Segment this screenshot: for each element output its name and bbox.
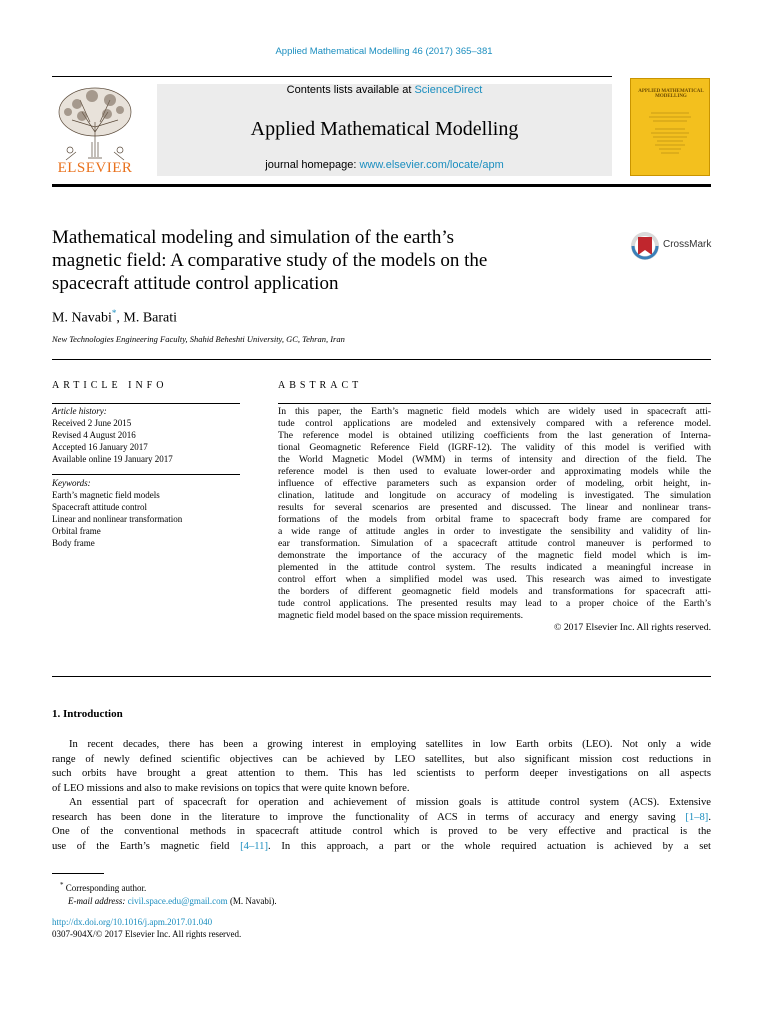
abstract-line: influence of effective parameters such as expansion order of modeling, orbit height, in- bbox=[278, 478, 711, 489]
intro-line: such orbits have brought a great attention to them. This has led scientists to perform deeper investigations on all aspects bbox=[52, 768, 711, 779]
affiliation: New Technologies Engineering Faculty, Shahid Beheshti University, GC, Tehran, Iran bbox=[52, 334, 345, 344]
abstract-line: magnetic field model based on the space mission requirements. bbox=[278, 610, 524, 621]
history-item: Received 2 June 2015 bbox=[52, 418, 132, 428]
authors bbox=[52, 308, 177, 327]
affiliation-rule bbox=[52, 359, 711, 360]
sciencedirect-link[interactable]: ScienceDirect bbox=[414, 84, 483, 96]
elsevier-tree-icon bbox=[52, 82, 138, 162]
intro-line: An essential part of spacecraft for operation and achievement of mission goals is attitude control system (ACS). Extensive bbox=[69, 797, 711, 808]
title-line: Mathematical modeling and simulation of the earth’s bbox=[52, 227, 455, 248]
intro-line bbox=[52, 840, 711, 855]
citation-link-4-11[interactable]: [4–11] bbox=[240, 840, 269, 852]
keyword-item: Earth’s magnetic field models bbox=[52, 490, 160, 500]
cover-text-lines-icon bbox=[631, 109, 709, 169]
intro-line: One of the conventional methods in spacecraft attitude control which is proved to be very effective and practical is the bbox=[52, 826, 711, 837]
abstract-line: tude control applications. The presented results may lead to a proper choice of the Earth’s bbox=[278, 598, 711, 609]
abstract-line: In this paper, the Earth’s magnetic field models which are widely used in spacecraft atti- bbox=[278, 406, 711, 417]
journal-citation[interactable]: Applied Mathematical Modelling 46 (2017) 365–381 bbox=[275, 46, 493, 57]
footnote-mark: * bbox=[60, 881, 64, 889]
email-owner: (M. Navabi). bbox=[227, 895, 277, 906]
abstract-line: plemented in the attitude control system. The results indicated a meaningful increase in bbox=[278, 562, 711, 573]
homepage-prefix: journal homepage: bbox=[265, 159, 360, 171]
abstract-line: clination, latitude and longitude on accuracy of modeling is investigated. The simulation bbox=[278, 490, 711, 501]
keywords bbox=[52, 477, 240, 549]
crossmark-button[interactable] bbox=[630, 231, 714, 261]
footnote-email bbox=[52, 895, 277, 908]
header-bottom-rule bbox=[52, 184, 711, 187]
contents-prefix: Contents lists available at bbox=[286, 84, 415, 96]
keyword-item: Body frame bbox=[52, 538, 95, 548]
history-item: Available online 19 January 2017 bbox=[52, 454, 173, 464]
abstract-line: demonstrate the importance of the accuracy of the magnetic field model which is im- bbox=[278, 550, 711, 561]
citation-link-1-8[interactable]: [1–8] bbox=[685, 811, 709, 823]
corresponding-mark-link[interactable]: * bbox=[111, 308, 117, 318]
history-label: Article history: bbox=[52, 406, 107, 416]
doi-block bbox=[52, 916, 241, 940]
contents-line bbox=[157, 84, 612, 96]
email-label: E-mail address: bbox=[68, 895, 126, 906]
abstract-heading: ABSTRACT bbox=[278, 380, 363, 391]
homepage-link[interactable]: www.elsevier.com/locate/apm bbox=[359, 159, 504, 171]
keyword-item: Linear and nonlinear transformation bbox=[52, 514, 183, 524]
intro-line bbox=[52, 811, 711, 826]
keywords-label: Keywords: bbox=[52, 478, 91, 488]
abstract-line: results for several scenarios are presented and discussed. The linear and nonlinear trans- bbox=[278, 502, 711, 513]
issn-line: 0307-904X/© 2017 Elsevier Inc. All rights reserved. bbox=[52, 929, 242, 939]
abstract-line: the borders of different geomagnetic field models and transformations for spacecraft atti- bbox=[278, 586, 711, 597]
abstract-line: control effort when a simplified model was used. This research was aimed to investigate bbox=[278, 574, 711, 585]
email-link[interactable]: civil.space.edu@gmail.com bbox=[127, 895, 228, 906]
author-navabi: M. Navabi bbox=[52, 310, 112, 326]
journal-cover[interactable] bbox=[630, 78, 710, 176]
abstract-line: formations of the models from orbital frame to spacecraft body frame are compared for bbox=[278, 514, 711, 525]
abstract-line: tional Geomagnetic Reference Field (IGRF-12). The validity of this model is verified with bbox=[278, 442, 711, 453]
elsevier-logo[interactable] bbox=[52, 82, 138, 178]
intro-line: range of newly defined scientific objectives can be achieved by LEO satellites, but also significant mission cost reductions in bbox=[52, 753, 711, 765]
article-info-rule bbox=[52, 403, 240, 404]
homepage-line bbox=[157, 159, 612, 171]
keyword-item: Orbital frame bbox=[52, 526, 101, 536]
intro-text: . bbox=[708, 811, 711, 823]
article-info-heading: ARTICLE INFO bbox=[52, 380, 168, 391]
history-item: Revised 4 August 2016 bbox=[52, 430, 136, 440]
crossmark-icon bbox=[630, 231, 660, 261]
abstract-line: reference model is then used to evaluate lower-order and approximating models while the bbox=[278, 466, 711, 477]
keyword-item: Spacecraft attitude control bbox=[52, 502, 147, 512]
footnote-rule bbox=[52, 873, 104, 874]
abstract-line: ear transformation. Simulation of a spacecraft attitude control maneuver is performed to bbox=[278, 538, 711, 549]
abstract-line: the World Magnetic Model (WMM) in terms of intensity and direction of the field. The bbox=[278, 454, 711, 465]
abstract-line: a wide range of attitude angles in order to investigate the sensibility and validity of lin- bbox=[278, 526, 711, 537]
intro-text: research has been done in the literature to improve the functionality of ACS in terms of accuracy and energy saving bbox=[52, 811, 686, 823]
author-separator: , bbox=[116, 310, 124, 326]
cover-title: APPLIED MATHEMATICAL MODELLING bbox=[638, 89, 704, 99]
doi-link[interactable]: http://dx.doi.org/10.1016/j.apm.2017.01.040 bbox=[52, 917, 213, 927]
footnote-corresponding bbox=[52, 879, 277, 895]
title-line: magnetic field: A comparative study of the models on the bbox=[52, 250, 488, 271]
intro-text: use of the Earth’s magnetic field bbox=[52, 840, 241, 852]
header-top-rule bbox=[52, 76, 612, 77]
footnote bbox=[52, 879, 277, 907]
abstract-rule bbox=[278, 403, 711, 404]
intro-line: of LEO missions and also to make revisions on topics that were quite known before. bbox=[52, 782, 410, 794]
section-heading-introduction: 1. Introduction bbox=[52, 708, 123, 720]
keywords-rule bbox=[52, 474, 240, 475]
abstract-copyright: © 2017 Elsevier Inc. All rights reserved. bbox=[554, 622, 711, 633]
publisher-name: ELSEVIER bbox=[57, 160, 133, 176]
abstract-bottom-rule bbox=[52, 676, 711, 677]
intro-line: In recent decades, there has been a growing interest in employing satellites in low Earth orbits (LEO). Not only a wide bbox=[69, 739, 711, 750]
abstract-body bbox=[278, 406, 711, 634]
journal-title: Applied Mathematical Modelling bbox=[250, 118, 519, 140]
history-item: Accepted 16 January 2017 bbox=[52, 442, 148, 452]
title-line: spacecraft attitude control application bbox=[52, 273, 339, 294]
intro-text: . In this approach, a part or the whole required actuation is achieved by a set bbox=[268, 840, 712, 852]
article-title bbox=[52, 226, 612, 295]
author-barati: M. Barati bbox=[123, 310, 178, 326]
article-history bbox=[52, 405, 240, 465]
introduction-body bbox=[52, 738, 711, 854]
abstract-line: The reference model is obtained utilizing coefficients from the last generation of Interna- bbox=[278, 430, 711, 441]
corresponding-text: Corresponding author. bbox=[65, 883, 147, 893]
abstract-line: tude control applications are modeled and extensively compared with a reference model. bbox=[278, 418, 711, 429]
journal-banner bbox=[157, 84, 612, 176]
crossmark-label: CrossMark bbox=[663, 239, 712, 250]
